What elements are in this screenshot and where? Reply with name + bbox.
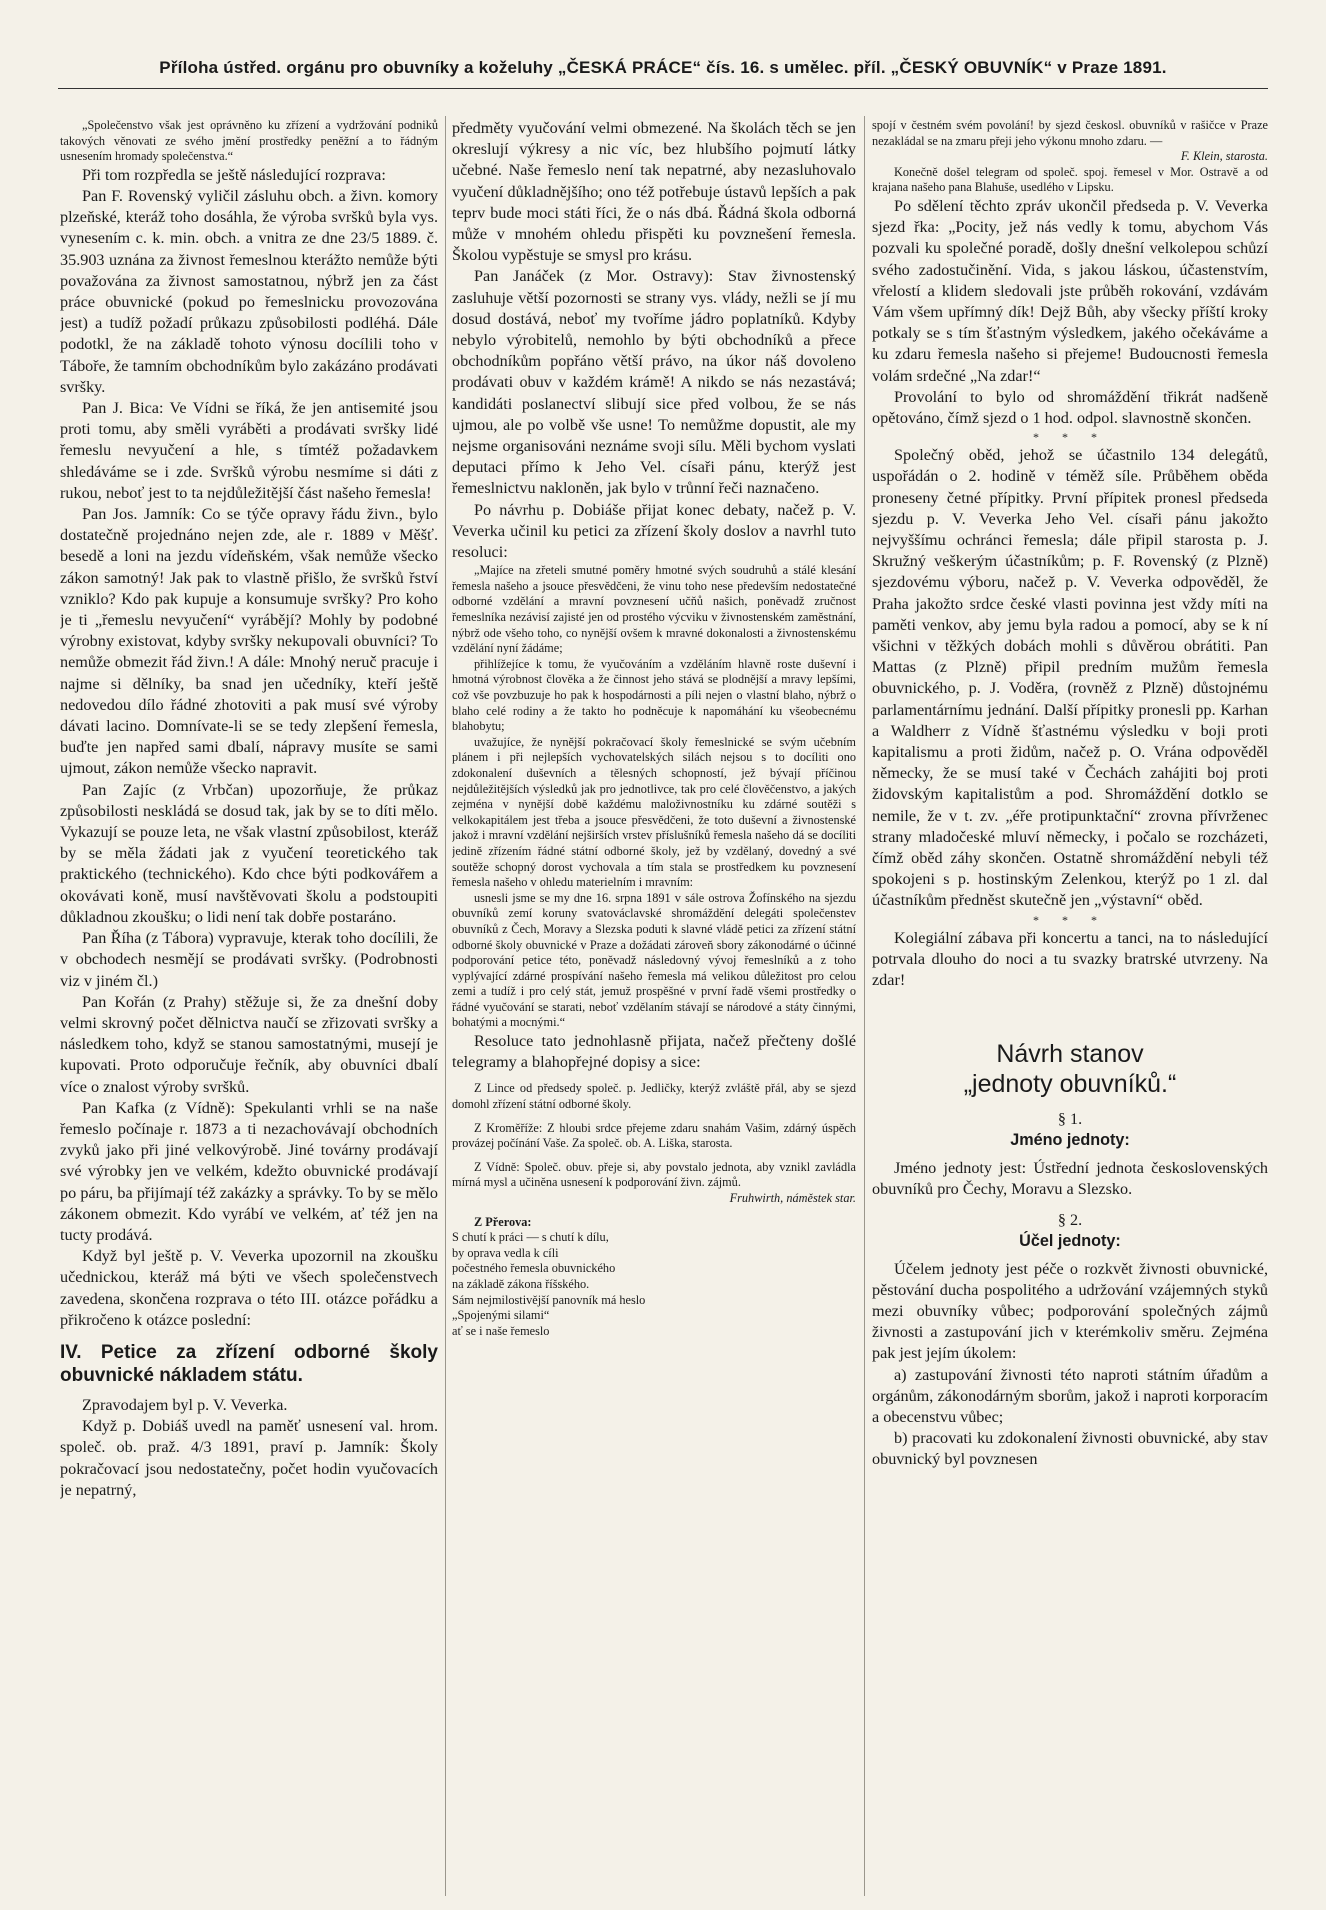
column-1 <box>60 118 438 1896</box>
paragraph-number: § 1. <box>1057 1110 1083 1129</box>
paragraph: Zpravodajem byl p. V. Veverka. <box>82 1395 288 1414</box>
paragraph: Pan Jos. Jamník: Co se týče opravy řádu živn., bylo dostatečně projednáno nejen zde, ale r. 1889 v Měšť. besedě a loni na jezdu vídeňském, však nemůže všecko zákon samotný! Jak pak to vlastně přišlo, že svršků řství vzniklo? Kdo pak kupuje a konsumuje svršky? Pro koho je ti „řemeslu nevyučení“ vyrábějí? Mohly by podobné výrobny existovat, kdyby svršky nekupovali obuvníci? To nemůže obmezit řád živn.! A dále: Mnohý neruč pracuje i najme si dělníky, ba snad jen učedníky, kteří ještě nedovedou dílo řádné zhotoviti a pak musí své výroby dávati lacino. Domnívate-li se se tedy zlepšení řemesla, buďte jen napřed sami dbalí, nápravy musíte se sami ujmout, zákon nemůže všecko napravit. <box>60 505 438 778</box>
telegram-signature: Fruhwirth, náměstek star. <box>729 1191 856 1206</box>
poem-line: S chutí k práci — s chutí k dílu, <box>452 1230 609 1245</box>
paragraph: Když p. Dobiáš uvedl na paměť usnesení val. hrom. společ. ob. praž. 4/3 1891, praví p. Jamník: Školy pokračovací jsou nedostatečny, počet hodin vyučovacích je nepatrný, <box>60 1417 438 1499</box>
telegram: Z Kroměříže: Z hloubi srdce přejeme zdaru snahám Vašim, zdárný úspěch provázej počínání Vaše. Za společ. ob. A. Liška, starosta. <box>452 1120 856 1151</box>
column-divider <box>445 116 446 1896</box>
statute-title: „jednoty obuvníků.“ <box>963 1070 1177 1099</box>
paragraph: Při tom rozpředla se ještě následující rozprava: <box>82 165 386 184</box>
poem-line: „Spojenými silami“ <box>452 1308 550 1323</box>
poem-line: Sám nejmilostivější panovník má heslo <box>452 1292 646 1307</box>
section-separator: * * * <box>1033 912 1107 927</box>
paragraph: Společný oběd, jehož se účastnilo 134 delegátů, uspořádán o 2. hodině v téměž síle. Průběhem oběda proneseny četné přípitky. První přípitek pronesl předseda sjezdu p. V. Veverka Jeho Vel. císaři pánu jakožto nejvyššímu ochránci řemesla; dále připil starosta p. J. Skružný veškerým účastníkům; p. F. Rovenský (z Plzně) sjezdovému výboru, načež p. V. Veverka odpověděl, že Praha jakožto srdce české vlasti povinna jest vždy míti na paměti venkov, aby jemu byla radou a pomocí, aby se k ní všichni v těžkých dobách mohli s důvěrou obrátiti. Pan Mattas (z Plzně) připil predním mužům řemesla obuvnického, p. J. Voděra, (rovněž z Plzně) důstojnému parlamentárnímu jednání. Další přípitky pronesli pp. Karhan a Waldherr z Vídně šťastnému výsledku v boji proti kapitalismu a proti židům, načež p. O. Vrána odpověděl německy, že se musí také v Čechách zahájiti boj proti židovským kapitalistům a pod. Shromáždění dotklo se nemile, že v t. zv. „éře protipunktační“ zrovna přívrženec strany mladočeské mluví německy, i počalo se rozcházeti, čímž oběd záhy skončen. Ostatně shromáždění nebyli též spokojeni s p. hostinským Zelenkou, kterýž po 1 zl. dal účastníkům předněst skutečně jen „výstavní“ oběd. <box>872 446 1268 910</box>
page-header: Příloha ústřed. orgánu pro obuvníky a koželuhy „ČESKÁ PRÁCE“ čís. 16. s umělec. příl. „ČESKÝ OBUVNÍK“ v Praze 1891. <box>159 58 1167 77</box>
telegram: spojí v čestném svém povolání! by sjezd českosl. obuvníků v rašičce v Praze nezakládal se na zmaru přeji jeho výkonu mnoho zdaru. — <box>872 118 1268 148</box>
section-separator: * * * <box>1033 430 1107 445</box>
paragraph: Pan Kořán (z Prahy) stěžuje si, že za dnešní doby velmi skrovný počet dělnictva naučí se zřizovati svršky a následkem toho, když se stanou samostatnými, musejí je kupovati. Proto odporučuje řečník, aby obuvníci dbalí více o znalost výroby svršků. <box>60 992 438 1096</box>
header-rule <box>58 88 1268 89</box>
statute-title: Návrh stanov <box>996 1040 1144 1069</box>
paragraph: Pan J. Bica: Ve Vídni se říká, že jen antisemité jsou proti tomu, aby směli vyráběti a prodávati svršky lidé řemeslu nevyučení a hle, s tímtéž požadavkem shledáváme se i zde. Svršků výrobu nesmíme si dáti z rukou, neboť jest to ta nejdůležitější část našeho řemesla! <box>60 399 438 502</box>
paragraph: Když byl ještě p. V. Veverka upozornil na zkoušku učednickou, kteráž má býti ve všech společenstvech zavedena, skončena rozprava o této III. otázce pořádku a přikročeno k otázce poslední: <box>60 1247 438 1329</box>
column-divider <box>864 116 865 1896</box>
paragraph: Účelem jednoty jest péče o rozkvět živnosti obuvnické, pěstování ducha pospolitého a udržování vzájemných styků mezi obuvníky vůbec; podporování společných zájmů živnosti a zastupování jich v kterémkoliv směru. Zejména pak jest jejím úkolem: <box>872 1259 1268 1363</box>
paragraph: Pan Zajíc (z Vrbčan) upozorňuje, že průkaz způsobilosti neskládá se dosud tak, jak by se to díti mělo. Vykazují se pouze leta, ne však vlastní způsobilost, kteráž by se měla žádati jak z vyučení teoretického tak praktického (technického). Kdo chce býti podkovářem a okovávati koně, musí navštěvovati školu a podstoupiti důkladnou zkoušku; o lidi není tak dobře postaráno. <box>60 780 438 926</box>
paragraph: Pan F. Rovenský vyličil zásluhu obch. a živn. komory plzeňské, kteráž toho dosáhla, že výroba svršků byla vys. vynesením c. k. min. obch. a vnitra ze dne 23/5 1889. č. 35.903 uznána za živnost řemeslnou kterážto nemůže býti považována za živnost samostatnou, nýbrž jen za část práce obuvnické (pokud po řemeslnicku provozována jest) a tudíž požadí průkazu způsobilosti podléhá. Dále podotkl, že na základě tohoto výnosu docílili toho v Táboře, že tamním obchodníkům bylo zakázáno prodávati svršky. <box>60 186 438 396</box>
paragraph: a) zastupování živnosti této naproti státním úřadům a orgánům, zákonodárným sborům, jakož i naproti korporacím a obecenstvu vůbec; <box>872 1365 1268 1426</box>
paragraph: b) pracovati ku zdokonalení živnosti obuvnické, aby stav obuvnický byl povznesen <box>872 1429 1268 1469</box>
poem-line: na základě zákona říšského. <box>452 1277 590 1292</box>
paragraph: Po sdělení těchto zpráv ukončil předseda p. V. Veverka sjezd řka: „Pocity, jež nás vedly k tomu, abychom Vás pozvali ku společné poradě, došly dnešní velkolepou schůzí svého zadostučinění. Vida, s jakou láskou, účastenstvím, vřelostí a klidem sledovali jste průběh rokování, vzdávám Vám všem upřímný dík! Dejž Bůh, aby všecky příští kroky potkaly se s tím šťastným výsledkem, jakého očekáváme a ku zdaru řemesla našeho si přejeme! Budoucnosti řemesla volám srdečné „Na zdar!“ <box>872 196 1268 385</box>
paragraph: Provolání to bylo od shromáždění třikrát nadšeně opětováno, čímž sjezd o 1 hod. odpol. slavnostně skončen. <box>872 387 1268 427</box>
resolution-text: usnesli jsme se my dne 16. srpna 1891 v sále ostrova Žofínského na sjezdu obuvníků zemí koruny svatováclavské shromáždění delegáti společenstev obuvníků z Čech, Moravy a Slezska poduti k slavné vládě petici za zřízení státní odborné školy obuvnické v Praze a dožádati zároveň sbory zákonodárné o účinné podporování petice této, poněvadž následovný vývoj řemeslníků a z toho vyplývající zdárné prospívání našeho řemesla má velikou důležitost pro celou zemi a tudíž i pro celý stát, jemuž prospěšné v první řadě všemi prostředky o řádné vyučování se starati, neboť vzdělaním stávají se národové a státy činnými, bohatými a mocnými.“ <box>452 890 856 1030</box>
telegram: Konečně došel telegram od společ. spoj. řemesel v Mor. Ostravě a od krajana našeho pana Blahuše, usedlého v Lipsku. <box>872 164 1268 195</box>
resolution-text: uvažujíce, že nynější pokračovací školy řemeslnické se svým učebním plánem i při nejlepších vychovatelských silách nejsou s to docíliti ono zdokonalení duševních a tělesných schopností, jež bývají příčinou nejdůležitějších výsledků jak pro jednotlivce, tak pro celé člověčenstvo, a jakých zejména v nynější době každému maloživnostníku ku zdárné soutěži s velkokapitálem jest třeba a jsouce přesvědčeni, že toto duševní a živnostenské jakož i mravní vzdělání nejširších vrstev příslušníků řemesla našeho dá se docíliti jedině zřízením řádné státní odborné školy, jež by vzdělaný, dovedný a své soutěže schopný dorost vychovala a tím stala se prostředkem ku povznesení řemesla našeho v ohledu materielním i mravním: <box>452 734 856 890</box>
paragraph: Pan Říha (z Tábora) vypravuje, kterak toho docílili, že v obchodech nesmějí se prodávati svršky. (Podrobnosti viz v jiném čl.) <box>60 929 438 990</box>
resolution-text: přihlížejíce k tomu, že vyučováním a vzděláním hlavně roste duševní i hmotná výrobnost člověka a že činnost jeho stává se plodnější a mravy lepšími, což vše povzbuzuje ho pak k hospodárnosti a píli nejen o vlastní blaho, nýbrž o blaho celé rodiny a že takto ho podněcuje k napomáhání ku všeobecnému blahobytu; <box>452 656 856 734</box>
paragraph: Pan Janáček (z Mor. Ostravy): Stav živnostenský zasluhuje větší pozornosti se strany vys. vlády, nežli se jí mu dosud dostává, neboť my tvoříme jádro poplatníků. Kdyby nebylo výrobitelů, nemohlo by býti obchodníků a přece obchodníkům popřáno větší právo, na úkor náš dovoleno prodávati obuv v každém krámě! A nikdo se nás nezastává; kandidáti poslanectví slibují sice před volbou, že se nás ujmou, ale po volbě vše usne! To nemůžme dopustit, ale my nejsme organisováni neznáme svoji sílu. Měli bychom vyslati deputaci přímo k Jeho Vel. císaři pánu, kterýž jest řemeslnictvu nakloněn, jak bylo v trůnní řeči naznačeno. <box>452 267 856 498</box>
paragraph-heading: Jméno jednoty: <box>1010 1131 1130 1150</box>
telegram-heading: Z Přerova: <box>474 1214 532 1229</box>
poem-line: ať se i naše řemeslo <box>452 1323 550 1338</box>
telegram-poem <box>452 1230 856 1339</box>
paragraph: Jméno jednoty jest: Ústřední jednota československých obuvníků pro Čechy, Moravu a Slezsko. <box>872 1158 1268 1198</box>
poem-line: počestného řemesla obuvnického <box>452 1261 616 1276</box>
paragraph: předměty vyučování velmi obmezené. Na školách těch se jen okreslují výkresy a nic víc, bez hlubšího pojmutí látky učebné. Naše řemeslo není tak nepatrné, aby nezasluhovalo vyučení důkladnějšího; ono též potřebuje ústavů lepších a pak teprv bude moci státi říci, že o nás dbá. Řádná škola odborná může v mnohém ohledu přispěti ku povznešení řemesla. Školou vypěstuje se smysl pro krásu. <box>452 119 856 265</box>
paragraph-number: § 2. <box>1057 1211 1083 1230</box>
column-3 <box>872 118 1268 1896</box>
paragraph-heading: Účel jednoty: <box>1019 1232 1121 1251</box>
poem-line: by oprava vedla k cíli <box>452 1245 559 1260</box>
paragraph: Po návrhu p. Dobiáše přijat konec debaty, načež p. V. Veverka učinil ku petici za zřízení školy doslov a navrhl tuto resoluci: <box>452 500 856 562</box>
statute-quote: „Společenstvo však jest oprávněno ku zřízení a vydržování podniků takových věnovati ze svého jmění prostředky peněžní a to řádným usnesením hromady společenstva.“ <box>60 118 438 164</box>
paragraph: Pan Kafka (z Vídně): Spekulanti vrhli se na naše řemeslo počínaje r. 1873 a ti nezachovávají obchodních zvyků jako při jiné velkovýrobě. Jiné továrny prodávají své výrobky jen ve velkém, kdežto obuvnické prodávají po páru, ba přijímají též zakázky a správky. To by se mělo zákonem obmezit. Kdo vyrábí ve velkém, ať též jen na tucty prodává. <box>60 1098 438 1244</box>
section-heading: IV. Petice za zřízení odborné školy obuvnické nákladem státu. <box>60 1341 438 1386</box>
telegram-signature: F. Klein, starosta. <box>1180 149 1268 164</box>
column-2 <box>452 118 856 1896</box>
telegram: Z Lince od předsedy společ. p. Jedličky, kterýž zvláště přál, aby se sjezd domohl zřízení státní odborné školy. <box>452 1081 856 1112</box>
paragraph: Resoluce tato jednohlasně přijata, načež přečteny došlé telegramy a blahopřejné dopisy a sice: <box>452 1032 856 1072</box>
telegram: Z Vídně: Společ. obuv. přeje si, aby povstalo jednota, aby vznikl zavládla mírná mysl a učiněna usnesení k podporování živn. zájmů. <box>452 1159 856 1190</box>
paragraph: Kolegiální zábava při koncertu a tanci, na to následující potrvala dlouho do noci a tu svazky bratrské utvrzeny. Na zdar! <box>872 928 1268 990</box>
resolution-text: „Majíce na zřeteli smutné poměry hmotné svých soudruhů a stálé klesání řemesla našeho a jsouce přesvědčeni, že vinu toho nese především nedostatečné odborné vzdělání a mravní povznesení učňů našich, poněvadž zručnost řemeslníka nezávisí zajisté jen od prostého výcviku v živnostenském zaměstnání, nýbrž ode všeho toho, co nynější ovšem k mravné dokonalosti a živnostenskému vzdělání nyní žádáme; <box>452 563 856 656</box>
